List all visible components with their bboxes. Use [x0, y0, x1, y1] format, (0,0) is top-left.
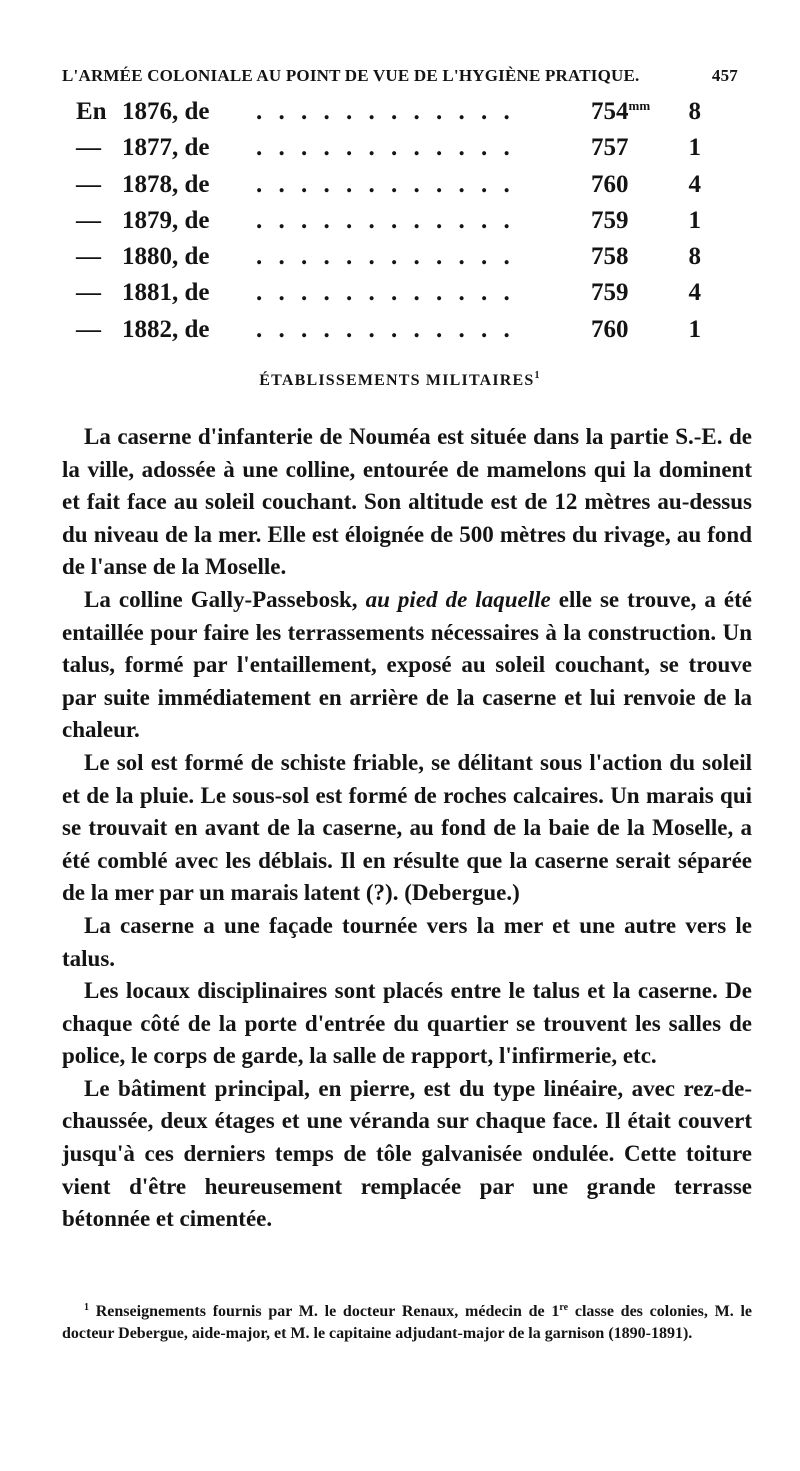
barometric-readings-list — [76, 98, 716, 352]
reading-prefix: — — [76, 279, 101, 307]
dot-leader: . . . . . . . . . . . . — [256, 243, 515, 271]
paragraph: La caserne a une façade tournée vers la mer et une autre vers le talus. — [62, 912, 752, 971]
reading-decimal: 8 — [688, 98, 701, 125]
paragraph: La caserne d'infanterie de Nouméa est située dans la partie S.-E. de la ville, adossée à une colline, entourée de mamelons qui la dominent et fait face au soleil couchant. Son altitude est de 12 mètres au-dessus du niveau de la mer. Elle est éloignée de 500 mètres du rivage, au fond de l'anse de la Moselle. — [62, 424, 752, 580]
italic-phrase: au pied de laquelle — [365, 586, 551, 612]
reading-row — [76, 171, 716, 207]
reading-year: 1880, de — [122, 243, 210, 271]
reading-decimal: 4 — [688, 170, 701, 198]
reading-value: 760 — [591, 170, 629, 198]
reading-year: 1882, de — [122, 315, 210, 343]
footnote-mark: 1 — [84, 1302, 89, 1313]
reading-row — [76, 243, 716, 279]
reading-year: 1879, de — [122, 206, 210, 234]
reading-year: 1881, de — [122, 279, 210, 307]
reading-decimal: 1 — [688, 206, 701, 234]
running-title: L'ARMÉE COLONIALE AU POINT DE VUE DE L'HYGIÈNE PRATIQUE. — [62, 66, 640, 85]
footnote-reference: 1 — [534, 370, 541, 381]
reading-year: 1877, de — [122, 134, 210, 162]
footnote: $^1$ Renseignements fournis par M. le docteur Renaux, médecin de 1re classe des colonies, M. le docteur Debergue, aide-major, et M. le capitaine adjudant-major de la garnison (1890-1891). — [62, 1302, 753, 1342]
reading-value: 760 — [591, 315, 629, 343]
reading-row — [76, 207, 716, 243]
reading-row — [76, 98, 716, 134]
reading-year: 1878, de — [122, 170, 210, 198]
reading-unit: mm — [628, 98, 651, 113]
reading-prefix: — — [76, 170, 101, 198]
paragraph: La colline Gally-Passebosk, au pied de laquelle elle se trouve, a été entaillée pour faire les terrassements nécessaires à la construction. Un talus, formé par l'entaillement, exposé au soleil couchant, se trouve par suite immédiatement en arrière de la caserne et lui renvoie de la chaleur. — [62, 586, 753, 743]
dot-leader: . . . . . . . . . . . . — [256, 206, 515, 234]
dot-leader: . . . . . . . . . . . . — [256, 315, 515, 343]
reading-decimal: 8 — [688, 243, 701, 271]
reading-row — [76, 134, 716, 170]
running-header — [62, 66, 738, 86]
reading-prefix: — — [76, 134, 101, 162]
paragraph: Les locaux disciplinaires sont placés entre le talus et la caserne. De chaque côté de la porte d'entrée du quartier se trouvent les salles de police, le corps de garde, la salle de rapport, l'infirmerie, etc. — [62, 978, 752, 1069]
dot-leader: . . . . . . . . . . . . — [256, 98, 515, 125]
reading-value: 754 — [591, 98, 629, 125]
ordinal-superscript: re — [559, 1302, 569, 1313]
dot-leader: . . . . . . . . . . . . — [256, 170, 515, 198]
reading-prefix: — — [76, 315, 101, 343]
reading-prefix: — — [76, 206, 101, 234]
reading-year: 1876, de — [122, 98, 210, 125]
reading-value: 759 — [591, 206, 629, 234]
reading-value: 757 — [591, 134, 629, 162]
reading-decimal: 1 — [688, 134, 701, 162]
reading-value: 758 — [591, 243, 629, 271]
paragraph: Le sol est formé de schiste friable, se délitant sous l'action du soleil et de la pluie. Le sous-sol est formé de roches calcaires. Un marais qui se trouvait en avant de la caserne, au fond de la baie de la Moselle, a été comblé avec les déblais. Il en résulte que la caserne serait séparée de la mer par un marais latent (?). (Debergue.) — [62, 749, 752, 906]
reading-row — [76, 279, 716, 315]
body-text — [62, 421, 752, 1236]
reading-prefix: En — [76, 98, 107, 125]
page-number: 457 — [711, 66, 738, 85]
paragraph: Le bâtiment principal, en pierre, est du type linéaire, avec rez-de-chaussée, deux étages et une véranda sur chaque face. Il était couvert jusqu'à ces derniers temps de tôle galvanisée ondulée. Cette toiture vient d'être heureusement remplacée par une grande terrasse bétonnée et cimentée. — [62, 1075, 752, 1232]
dot-leader: . . . . . . . . . . . . — [256, 134, 515, 162]
dot-leader: . . . . . . . . . . . . — [256, 279, 515, 307]
reading-decimal: 4 — [688, 279, 701, 307]
reading-value: 759 — [591, 279, 629, 307]
section-heading — [0, 370, 800, 390]
reading-prefix: — — [76, 243, 101, 271]
reading-row — [76, 316, 716, 352]
section-title: ÉTABLISSEMENTS MILITAIRES — [259, 372, 535, 389]
reading-decimal: 1 — [688, 315, 701, 343]
